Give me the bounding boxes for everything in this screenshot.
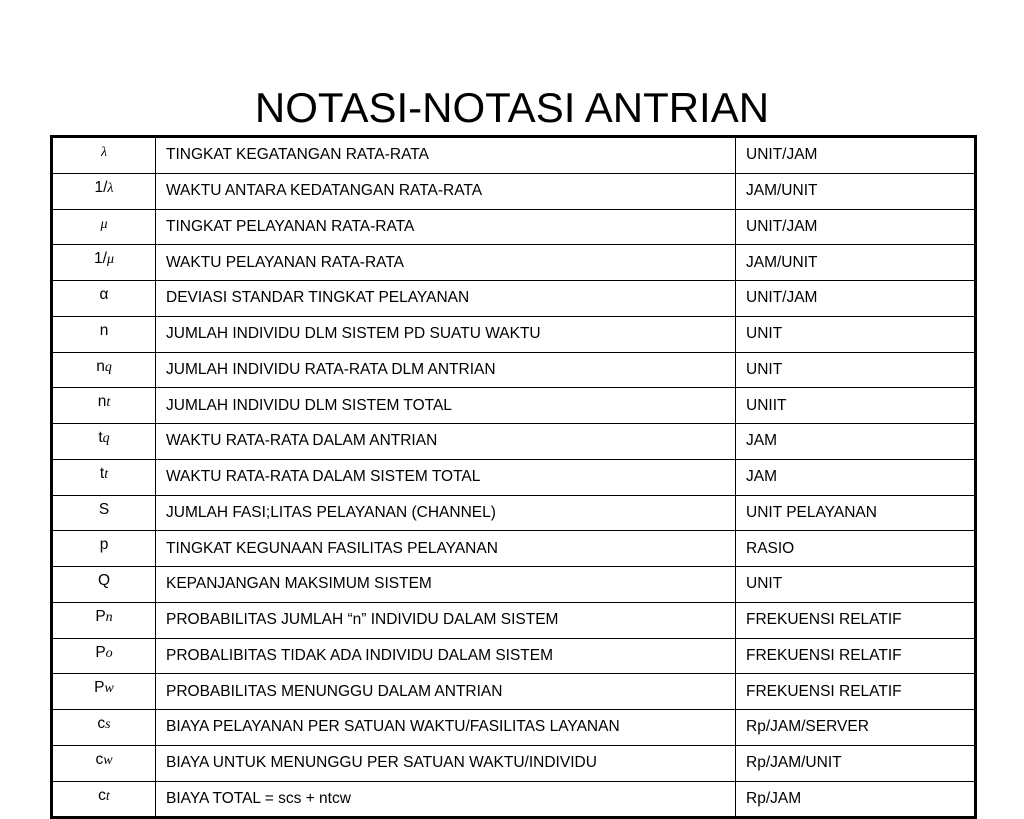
symbol-subscript: μ [100,216,108,232]
unit-cell: UNIIT [736,388,976,424]
symbol-subscript: t [104,466,109,482]
table-row [52,316,976,352]
unit-cell: Rp/JAM/SERVER [736,710,976,746]
symbol-cell [52,281,156,317]
table-row [52,388,976,424]
symbol-base: 1/ [94,178,108,196]
description-cell: WAKTU RATA-RATA DALAM SISTEM TOTAL [156,459,736,495]
symbol-subscript: μ [106,252,114,268]
symbol-subscript: w [103,752,113,768]
table-row [52,245,976,281]
symbol-subscript: n [105,609,113,625]
symbol-cell [52,424,156,460]
symbol-cell [52,316,156,352]
table-row [52,710,976,746]
symbol-subscript: o [105,645,113,661]
description-cell: PROBALIBITAS TIDAK ADA INDIVIDU DALAM SISTEM [156,638,736,674]
table-row [52,531,976,567]
symbol-base: t [99,464,105,482]
symbol-cell [52,388,156,424]
symbol-cell [52,173,156,209]
description-cell: DEVIASI STANDAR TINGKAT PELAYANAN [156,281,736,317]
symbol-subscript: λ [107,180,114,196]
symbol-base: P [94,679,105,697]
unit-cell: JAM [736,424,976,460]
description-cell: JUMLAH FASI;LITAS PELAYANAN (CHANNEL) [156,495,736,531]
unit-cell: UNIT/JAM [736,281,976,317]
table-row [52,745,976,781]
description-cell: WAKTU PELAYANAN RATA-RATA [156,245,736,281]
symbol-base: n [97,393,107,411]
symbol-cell [52,209,156,245]
symbol-cell [52,459,156,495]
symbol-cell [52,567,156,603]
table-row [52,352,976,388]
table-row [52,173,976,209]
description-cell: WAKTU ANTARA KEDATANGAN RATA-RATA [156,173,736,209]
symbol-base: c [97,715,106,732]
symbol-base: α [99,286,109,303]
symbol-base: P [95,607,106,625]
symbol-subscript: q [102,431,110,446]
description-cell: BIAYA TOTAL = scs + ntcw [156,781,736,818]
symbol-cell [52,352,156,388]
unit-cell: FREKUENSI RELATIF [736,674,976,710]
notation-table [50,135,977,819]
unit-cell: UNIT/JAM [736,209,976,245]
description-cell: PROBABILITAS JUMLAH “n” INDIVIDU DALAM SISTEM [156,602,736,638]
symbol-cell [52,245,156,281]
table-row [52,209,976,245]
symbol-cell [52,638,156,674]
symbol-subscript: w [104,681,114,697]
table-row [52,638,976,674]
description-cell: WAKTU RATA-RATA DALAM ANTRIAN [156,424,736,460]
unit-cell: UNIT [736,316,976,352]
unit-cell: UNIT/JAM [736,137,976,174]
description-cell: BIAYA PELAYANAN PER SATUAN WAKTU/FASILITAS LAYANAN [156,710,736,746]
symbol-base: p [99,536,109,554]
description-cell: KEPANJANGAN MAKSIMUM SISTEM [156,567,736,603]
table-row [52,424,976,460]
symbol-cell [52,495,156,531]
description-cell: TINGKAT KEGATANGAN RATA-RATA [156,137,736,174]
unit-cell: UNIT PELAYANAN [736,495,976,531]
unit-cell: Rp/JAM [736,781,976,818]
symbol-base: P [95,643,106,661]
symbol-cell [52,674,156,710]
unit-cell: FREKUENSI RELATIF [736,602,976,638]
unit-cell: JAM [736,459,976,495]
description-cell: TINGKAT KEGUNAAN FASILITAS PELAYANAN [156,531,736,567]
unit-cell: UNIT [736,567,976,603]
symbol-subscript: t [105,788,110,804]
symbol-base: S [98,500,110,518]
symbol-subscript: q [104,359,112,375]
symbol-base: n [96,357,105,375]
table-row [52,495,976,531]
symbol-cell [52,602,156,638]
table-row [52,281,976,317]
symbol-subscript: s [105,717,111,732]
description-cell: PROBABILITAS MENUNGGU DALAM ANTRIAN [156,674,736,710]
table-row [52,674,976,710]
description-cell: JUMLAH INDIVIDU DLM SISTEM PD SUATU WAKTU [156,316,736,352]
symbol-subscript: λ [100,145,108,160]
description-cell: JUMLAH INDIVIDU RATA-RATA DLM ANTRIAN [156,352,736,388]
unit-cell: FREKUENSI RELATIF [736,638,976,674]
description-cell: JUMLAH INDIVIDU DLM SISTEM TOTAL [156,388,736,424]
unit-cell: RASIO [736,531,976,567]
symbol-base: c [98,786,106,804]
page-title: NOTASI-NOTASI ANTRIAN [254,84,770,132]
table-row [52,781,976,818]
table-body [52,137,976,818]
symbol-base: n [99,321,109,339]
symbol-cell [52,531,156,567]
description-cell: TINGKAT PELAYANAN RATA-RATA [156,209,736,245]
symbol-base: c [95,750,104,768]
table-row [52,602,976,638]
symbol-cell [52,137,156,174]
table-row [52,137,976,174]
unit-cell: Rp/JAM/UNIT [736,745,976,781]
description-cell: BIAYA UNTUK MENUNGGU PER SATUAN WAKTU/INDIVIDU [156,745,736,781]
unit-cell: JAM/UNIT [736,173,976,209]
unit-cell: JAM/UNIT [736,245,976,281]
symbol-base: Q [97,572,111,589]
symbol-subscript: t [106,395,111,411]
symbol-base: t [98,429,103,446]
table-row [52,567,976,603]
table-row [52,459,976,495]
symbol-cell [52,710,156,746]
symbol-cell [52,745,156,781]
symbol-cell [52,781,156,818]
unit-cell: UNIT [736,352,976,388]
symbol-base: 1/ [94,250,107,268]
